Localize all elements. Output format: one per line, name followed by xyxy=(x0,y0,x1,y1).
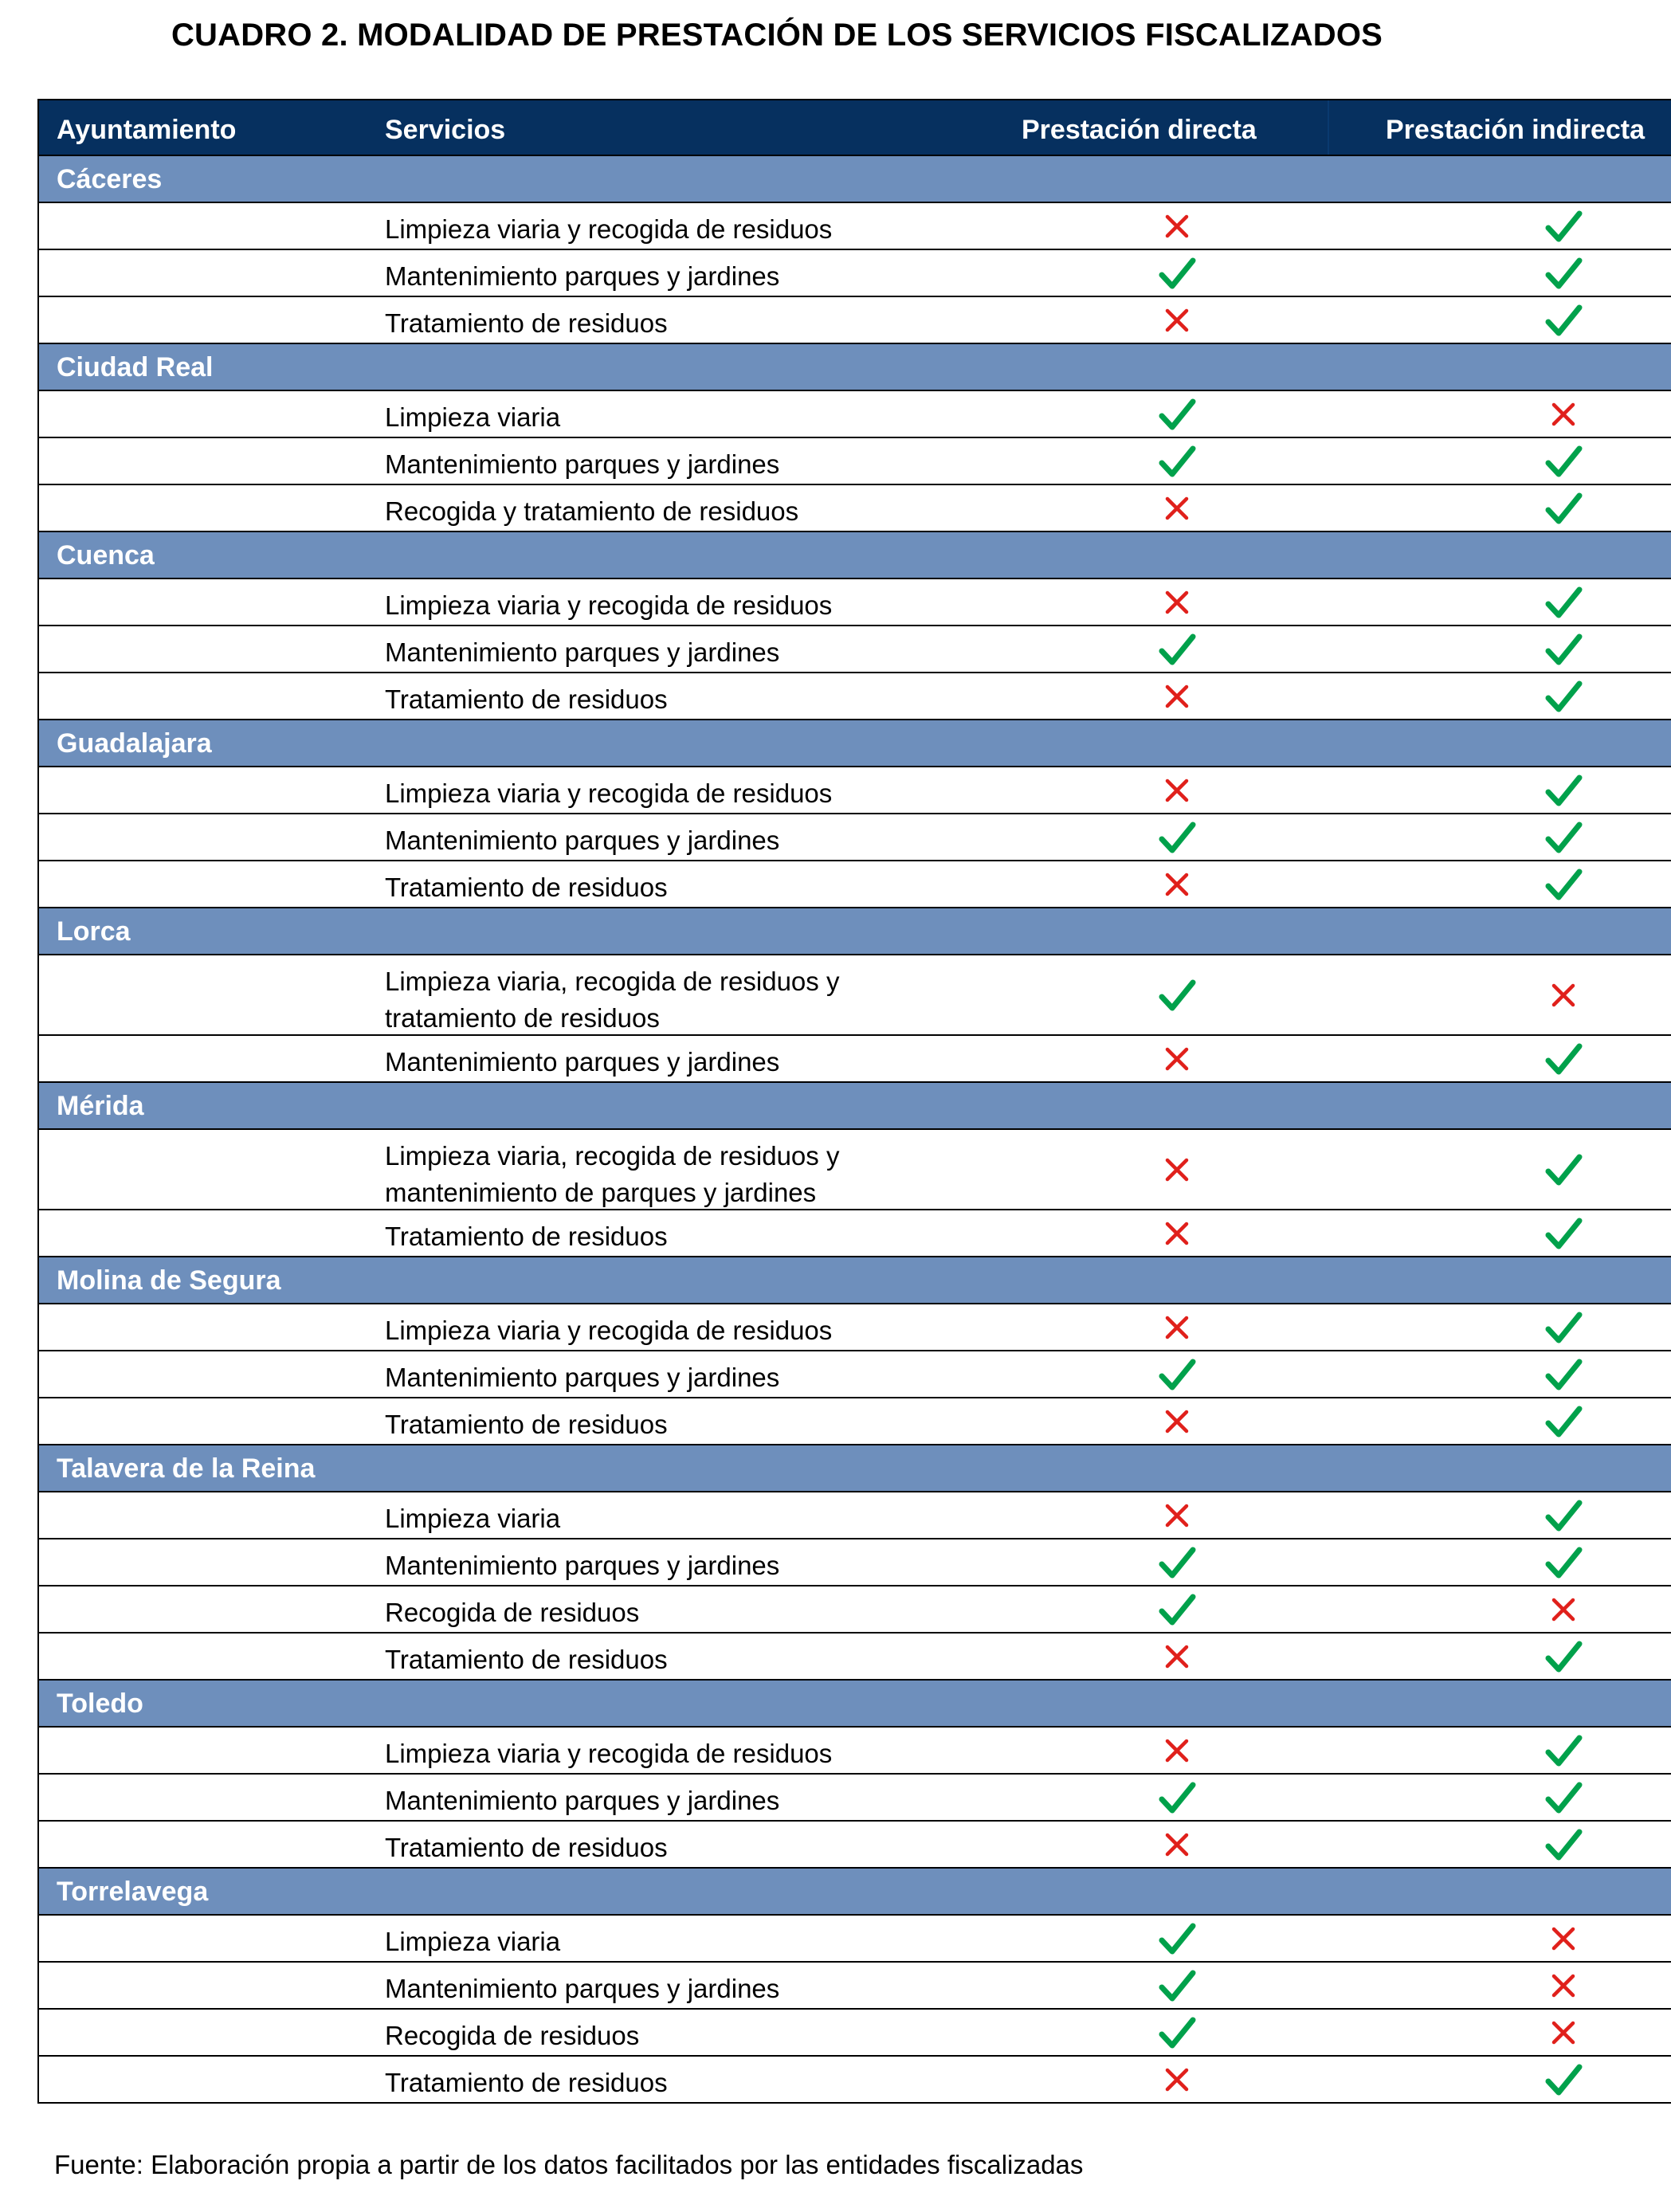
check-icon-indirecta xyxy=(1544,489,1583,528)
cross-icon-directa xyxy=(1158,207,1196,245)
service-name xyxy=(385,1500,560,1537)
table-row xyxy=(39,1775,1671,1822)
cross-icon-directa xyxy=(1158,489,1196,528)
table-row xyxy=(39,814,1671,861)
service-name xyxy=(385,2018,639,2054)
service-name xyxy=(385,775,832,812)
check-icon-indirecta xyxy=(1544,583,1583,622)
cross-icon-directa xyxy=(1158,2061,1196,2099)
group-name: Mérida xyxy=(57,1091,144,1121)
check-icon-indirecta xyxy=(1544,254,1583,292)
table-row xyxy=(39,1539,1671,1586)
check-icon-indirecta xyxy=(1544,630,1583,669)
service-name-line: Tratamiento de residuos xyxy=(385,1410,668,1439)
table-row xyxy=(39,485,1671,532)
service-name xyxy=(385,869,668,906)
table-row xyxy=(39,1492,1671,1539)
service-name xyxy=(385,399,560,436)
cross-icon-directa xyxy=(1158,865,1196,904)
group-name: Torrelavega xyxy=(57,1877,209,1907)
cross-icon-indirecta xyxy=(1544,1967,1583,2005)
cross-icon-indirecta xyxy=(1544,976,1583,1014)
check-icon-directa xyxy=(1158,395,1196,433)
header-prestacion-directa: Prestación directa xyxy=(1022,115,1257,145)
check-icon-directa xyxy=(1158,1355,1196,1394)
service-name-line: Recogida de residuos xyxy=(385,1598,640,1627)
group-name: Cuenca xyxy=(57,540,155,571)
group-row xyxy=(39,1257,1671,1304)
cross-icon-directa xyxy=(1158,771,1196,810)
check-icon-indirecta xyxy=(1544,2061,1583,2099)
table-row xyxy=(39,1822,1671,1869)
check-icon-directa xyxy=(1158,254,1196,292)
service-name-line: Limpieza viaria, recogida de residuos y xyxy=(385,967,840,996)
source-note: Fuente: Elaboración propia a partir de los datos facilitados por las entidades fiscalizadas xyxy=(54,2150,1084,2179)
service-name xyxy=(385,963,839,1037)
table-row xyxy=(39,250,1671,297)
check-icon-directa xyxy=(1158,630,1196,669)
check-icon-indirecta xyxy=(1544,442,1583,480)
check-icon-directa xyxy=(1158,976,1196,1014)
header-divider xyxy=(1328,100,1329,155)
table-row xyxy=(39,391,1671,438)
table-row xyxy=(39,1963,1671,2010)
table-row xyxy=(39,626,1671,673)
cross-icon-directa xyxy=(1158,1402,1196,1441)
service-name-line: Limpieza viaria y recogida de residuos xyxy=(385,1739,833,1768)
group-row xyxy=(39,532,1671,579)
table-header-row xyxy=(39,100,1671,156)
service-name-line: Tratamiento de residuos xyxy=(385,1833,668,1862)
group-row xyxy=(39,1083,1671,1130)
header-servicios: Servicios xyxy=(385,115,506,145)
service-name-line: Mantenimiento parques y jardines xyxy=(385,1786,780,1815)
check-icon-indirecta xyxy=(1544,1732,1583,1770)
group-row xyxy=(39,156,1671,203)
check-icon-directa xyxy=(1158,1920,1196,1958)
service-name xyxy=(385,258,779,295)
check-icon-directa xyxy=(1158,1779,1196,1817)
cross-icon-directa xyxy=(1158,1826,1196,1864)
table-row xyxy=(39,2057,1671,2104)
service-name xyxy=(385,1547,779,1584)
check-icon-indirecta xyxy=(1544,1637,1583,1676)
cross-icon-directa xyxy=(1158,1151,1196,1189)
table-row xyxy=(39,203,1671,250)
table-row xyxy=(39,861,1671,908)
service-name-line: Mantenimiento parques y jardines xyxy=(385,1551,780,1580)
check-icon-indirecta xyxy=(1544,865,1583,904)
service-name-line: Limpieza viaria y recogida de residuos xyxy=(385,779,833,808)
check-icon-indirecta xyxy=(1544,1826,1583,1864)
check-icon-directa xyxy=(1158,1967,1196,2005)
table-row xyxy=(39,579,1671,626)
service-name xyxy=(385,2065,668,2101)
cross-icon-directa xyxy=(1158,1496,1196,1535)
group-name: Ciudad Real xyxy=(57,352,214,382)
check-icon-indirecta xyxy=(1544,1496,1583,1535)
service-name-line: Limpieza viaria xyxy=(385,1504,561,1533)
group-name: Talavera de la Reina xyxy=(57,1453,316,1484)
cross-icon-directa xyxy=(1158,1308,1196,1347)
cross-icon-directa xyxy=(1158,677,1196,716)
service-name xyxy=(385,587,832,624)
table-row xyxy=(39,1398,1671,1445)
service-name xyxy=(385,1783,779,1819)
service-name-line: Limpieza viaria y recogida de residuos xyxy=(385,1316,833,1345)
check-icon-indirecta xyxy=(1544,1355,1583,1394)
service-name-line: Recogida de residuos xyxy=(385,2021,640,2050)
service-name-line: Limpieza viaria y recogida de residuos xyxy=(385,214,833,244)
table-row xyxy=(39,1351,1671,1398)
check-icon-indirecta xyxy=(1544,1151,1583,1189)
service-name xyxy=(385,493,798,530)
service-name xyxy=(385,1218,668,1255)
cross-icon-directa xyxy=(1158,583,1196,622)
service-name-line: Mantenimiento parques y jardines xyxy=(385,1974,780,2003)
service-name-line: Tratamiento de residuos xyxy=(385,1222,668,1251)
check-icon-directa xyxy=(1158,818,1196,857)
header-ayuntamiento: Ayuntamiento xyxy=(57,115,237,145)
service-name xyxy=(385,1594,639,1631)
group-row xyxy=(39,1445,1671,1492)
service-name-line: Recogida y tratamiento de residuos xyxy=(385,496,799,526)
service-name-line: Tratamiento de residuos xyxy=(385,1645,668,1674)
service-name-line: Tratamiento de residuos xyxy=(385,684,668,714)
service-name xyxy=(385,211,832,248)
cross-icon-directa xyxy=(1158,1732,1196,1770)
check-icon-indirecta xyxy=(1544,677,1583,716)
table-row xyxy=(39,1130,1671,1210)
table-row xyxy=(39,673,1671,720)
cross-icon-indirecta xyxy=(1544,1590,1583,1629)
service-name xyxy=(385,1830,668,1866)
group-row xyxy=(39,344,1671,391)
check-icon-indirecta xyxy=(1544,1040,1583,1078)
table-row xyxy=(39,1304,1671,1351)
table-row xyxy=(39,1586,1671,1634)
check-icon-directa xyxy=(1158,442,1196,480)
group-row xyxy=(39,1869,1671,1916)
service-name-line: Tratamiento de residuos xyxy=(385,2068,668,2097)
group-name: Lorca xyxy=(57,916,131,947)
service-name xyxy=(385,446,779,483)
check-icon-indirecta xyxy=(1544,771,1583,810)
cross-icon-directa xyxy=(1158,1214,1196,1253)
group-name: Toledo xyxy=(57,1688,143,1719)
service-name-line: Mantenimiento parques y jardines xyxy=(385,449,780,479)
service-name xyxy=(385,1359,779,1396)
check-icon-indirecta xyxy=(1544,207,1583,245)
service-name xyxy=(385,681,668,718)
service-name-line: Mantenimiento parques y jardines xyxy=(385,1047,780,1077)
check-icon-indirecta xyxy=(1544,1402,1583,1441)
table-title: CUADRO 2. MODALIDAD DE PRESTACIÓN DE LOS SERVICIOS FISCALIZADOS xyxy=(171,18,1383,53)
check-icon-indirecta xyxy=(1544,301,1583,339)
cross-icon-directa xyxy=(1158,1040,1196,1078)
cross-icon-directa xyxy=(1158,1637,1196,1676)
table-body xyxy=(39,156,1671,2104)
service-name xyxy=(385,1641,668,1678)
service-name-line: mantenimiento de parques y jardines xyxy=(385,1178,817,1207)
service-name xyxy=(385,1406,668,1443)
service-name xyxy=(385,1971,779,2007)
service-name-line: Limpieza viaria xyxy=(385,1927,561,1956)
service-name-line: Limpieza viaria xyxy=(385,402,561,432)
table-row xyxy=(39,1036,1671,1083)
service-name xyxy=(385,1138,839,1211)
table-row xyxy=(39,955,1671,1036)
service-name-line: Mantenimiento parques y jardines xyxy=(385,261,780,291)
check-icon-indirecta xyxy=(1544,1543,1583,1582)
group-name: Guadalajara xyxy=(57,728,212,759)
table-row xyxy=(39,1634,1671,1681)
service-name-line: Mantenimiento parques y jardines xyxy=(385,637,780,667)
group-name: Cáceres xyxy=(57,164,163,194)
service-name-line: Mantenimiento parques y jardines xyxy=(385,1363,780,1392)
service-name-line: tratamiento de residuos xyxy=(385,1003,660,1033)
service-name-line: Limpieza viaria, recogida de residuos y xyxy=(385,1141,840,1171)
header-prestacion-indirecta: Prestación indirecta xyxy=(1386,115,1646,145)
check-icon-directa xyxy=(1158,1590,1196,1629)
group-row xyxy=(39,908,1671,955)
table-row xyxy=(39,297,1671,344)
check-icon-indirecta xyxy=(1544,1308,1583,1347)
group-name: Molina de Segura xyxy=(57,1265,281,1296)
service-name-line: Limpieza viaria y recogida de residuos xyxy=(385,590,833,620)
table-row xyxy=(39,2010,1671,2057)
check-icon-indirecta xyxy=(1544,1779,1583,1817)
service-name xyxy=(385,634,779,671)
cross-icon-indirecta xyxy=(1544,1920,1583,1958)
service-name xyxy=(385,822,779,859)
check-icon-directa xyxy=(1158,2014,1196,2052)
table-row xyxy=(39,438,1671,485)
service-name-line: Tratamiento de residuos xyxy=(385,873,668,902)
table-row xyxy=(39,1916,1671,1963)
check-icon-directa xyxy=(1158,1543,1196,1582)
service-name xyxy=(385,1044,779,1081)
service-name-line: Mantenimiento parques y jardines xyxy=(385,826,780,855)
service-name xyxy=(385,305,668,342)
services-table xyxy=(37,99,1671,2104)
cross-icon-indirecta xyxy=(1544,395,1583,433)
check-icon-indirecta xyxy=(1544,1214,1583,1253)
service-name xyxy=(385,1924,560,1960)
group-row xyxy=(39,1681,1671,1728)
table-row xyxy=(39,1210,1671,1257)
service-name xyxy=(385,1312,832,1349)
cross-icon-indirecta xyxy=(1544,2014,1583,2052)
table-row xyxy=(39,767,1671,814)
check-icon-indirecta xyxy=(1544,818,1583,857)
table-row xyxy=(39,1728,1671,1775)
service-name-line: Tratamiento de residuos xyxy=(385,308,668,338)
group-row xyxy=(39,720,1671,767)
service-name xyxy=(385,1735,832,1772)
cross-icon-directa xyxy=(1158,301,1196,339)
